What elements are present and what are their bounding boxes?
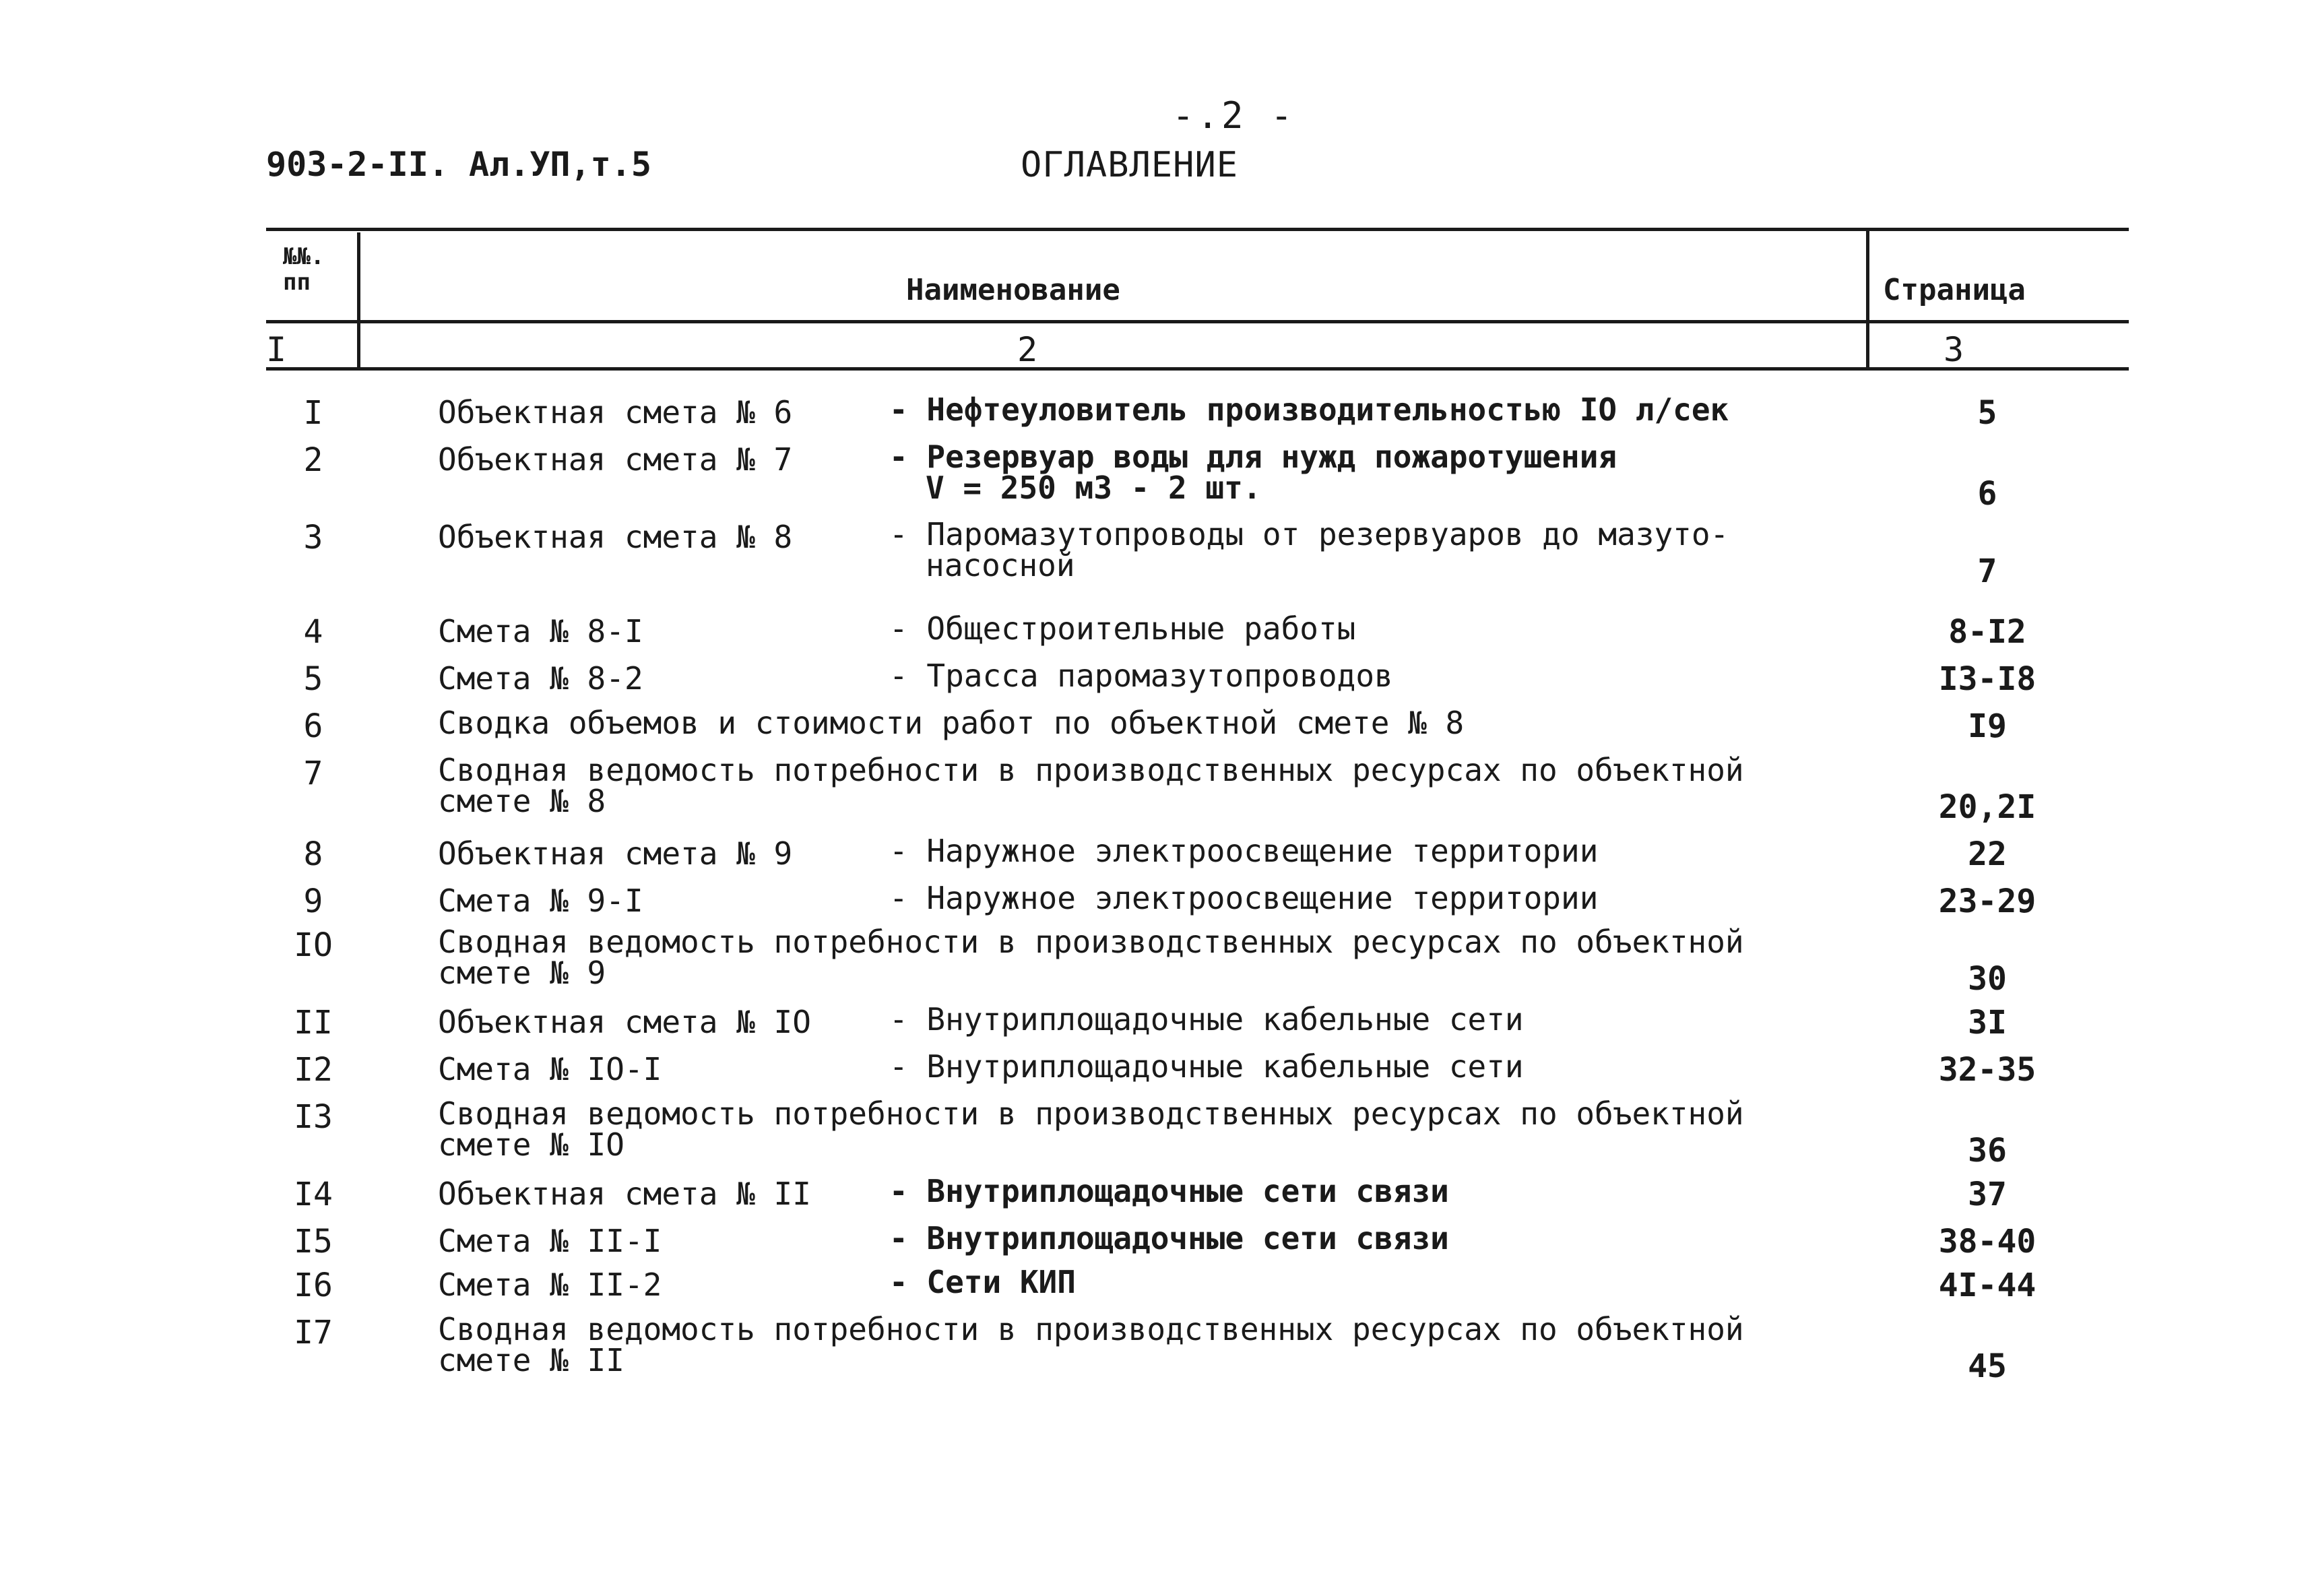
table-row [0, 1173, 2310, 1216]
row-number: 4 [303, 613, 323, 651]
row-number: 6 [303, 707, 323, 745]
column-divider-1 [357, 232, 360, 367]
page-ref: 22 [1968, 835, 2007, 873]
table-row [0, 516, 2310, 590]
table-row [0, 1048, 2310, 1091]
page-ref: 23-29 [1938, 883, 2036, 920]
estimate-description: - Сети КИП [889, 1264, 1076, 1300]
row-number: 2 [303, 441, 323, 479]
row-number: 9 [303, 883, 323, 920]
page-ref: 5 [1977, 394, 1997, 432]
page-ref: 38-40 [1938, 1223, 2036, 1260]
table-row [0, 391, 2310, 435]
header-mid-rule [266, 320, 2129, 323]
summary-description: Сводная ведомость потребности в производственных ресурсах по объектной смете № 8 [438, 752, 1744, 819]
page-ref: 4I-44 [1938, 1267, 2036, 1304]
table-row [0, 924, 2310, 998]
estimate-name: Смета № II-I [438, 1223, 662, 1259]
table-row [0, 1311, 2310, 1385]
table-row [0, 1001, 2310, 1044]
row-number: I5 [294, 1223, 333, 1260]
table-row [0, 1220, 2310, 1263]
table-row [0, 752, 2310, 826]
estimate-name: Объектная смета № IO [438, 1004, 811, 1040]
row-number: II [294, 1004, 333, 1042]
table-row [0, 439, 2310, 513]
estimate-name: Объектная смета № 8 [438, 519, 793, 555]
summary-description: Сводка объемов и стоимости работ по объектной смете № 8 [438, 705, 1465, 741]
document-code: 903-2-II. Ал.УП,т.5 [266, 145, 651, 184]
column-header-page: Страница [1883, 273, 2026, 307]
estimate-name: Смета № II-2 [438, 1267, 662, 1303]
summary-description: Сводная ведомость потребности в производственных ресурсах по объектной смете № II [438, 1311, 1744, 1378]
estimate-description: - Резервуар воды для нужд пожаротушения V = 250 м3 - 2 шт. [889, 439, 1617, 506]
column-number-3: 3 [1944, 330, 1964, 369]
column-header-no: №№. пп [283, 243, 325, 296]
page-ref: 3I [1968, 1004, 2007, 1042]
estimate-name: Смета № IO-I [438, 1051, 662, 1087]
table-row [0, 1095, 2310, 1170]
table-top-rule [266, 228, 2129, 231]
estimate-name: Объектная смета № II [438, 1176, 811, 1212]
page-ref: I9 [1968, 707, 2007, 745]
table-row [0, 1264, 2310, 1307]
table-row [0, 610, 2310, 653]
estimate-description: - Наружное электроосвещение территории [889, 833, 1599, 869]
page-ref: 32-35 [1938, 1051, 2036, 1089]
page-number: -.2 - [1172, 94, 1295, 137]
page-ref: 37 [1968, 1176, 2007, 1213]
column-number-1: I [266, 330, 287, 369]
estimate-name: Объектная смета № 6 [438, 394, 793, 430]
estimate-description: - Нефтеуловитель производительностью IO л/сек [889, 391, 1729, 428]
table-row [0, 880, 2310, 923]
page-ref: 20,2I [1938, 788, 2036, 826]
row-number: I [303, 394, 323, 432]
row-number: I2 [294, 1051, 333, 1089]
estimate-description: - Внутриплощадочные сети связи [889, 1173, 1449, 1209]
row-number: 8 [303, 835, 323, 873]
page-ref: 6 [1977, 475, 1997, 513]
row-number: 7 [303, 755, 323, 792]
estimate-description: - Внутриплощадочные сети связи [889, 1220, 1449, 1256]
estimate-description: - Наружное электроосвещение территории [889, 880, 1599, 916]
table-row [0, 660, 2310, 701]
estimate-name: Объектная смета № 9 [438, 835, 793, 872]
estimate-description: - Внутриплощадочные кабельные сети [889, 1001, 1524, 1038]
row-number: I7 [294, 1314, 333, 1351]
page-ref: 8-I2 [1948, 613, 2026, 651]
table-row [0, 835, 2310, 876]
page-ref: 30 [1968, 960, 2007, 998]
row-number: I6 [294, 1267, 333, 1304]
column-header-name: Наименование [906, 273, 1120, 307]
estimate-name: Смета № 8-I [438, 613, 643, 649]
page-ref: 36 [1968, 1132, 2007, 1170]
row-number: I4 [294, 1176, 333, 1213]
summary-description: Сводная ведомость потребности в производственных ресурсах по объектной смете № IO [438, 1095, 1744, 1163]
table-row [0, 707, 2310, 748]
estimate-description: - Внутриплощадочные кабельные сети [889, 1048, 1524, 1085]
summary-description: Сводная ведомость потребности в производственных ресурсах по объектной смете № 9 [438, 924, 1744, 991]
row-number: 3 [303, 519, 323, 556]
row-number: IO [294, 926, 333, 964]
estimate-name: Объектная смета № 7 [438, 441, 793, 478]
page-title: ОГЛАВЛЕНИЕ [1021, 145, 1239, 185]
estimate-description: - Паромазутопроводы от резервуаров до мазуто- насосной [889, 516, 1729, 583]
page-ref: 7 [1977, 552, 1997, 590]
page-ref: 45 [1968, 1347, 2007, 1385]
page-ref: I3-I8 [1938, 660, 2036, 698]
column-divider-2 [1866, 228, 1869, 369]
estimate-description: - Общестроительные работы [889, 610, 1356, 647]
estimate-description: - Трасса паромазутопроводов [889, 658, 1393, 694]
row-number: I3 [294, 1098, 333, 1136]
header-bottom-rule [266, 367, 2129, 371]
column-number-2: 2 [1017, 330, 1038, 369]
estimate-name: Смета № 9-I [438, 883, 643, 919]
row-number: 5 [303, 660, 323, 698]
estimate-name: Смета № 8-2 [438, 660, 643, 697]
